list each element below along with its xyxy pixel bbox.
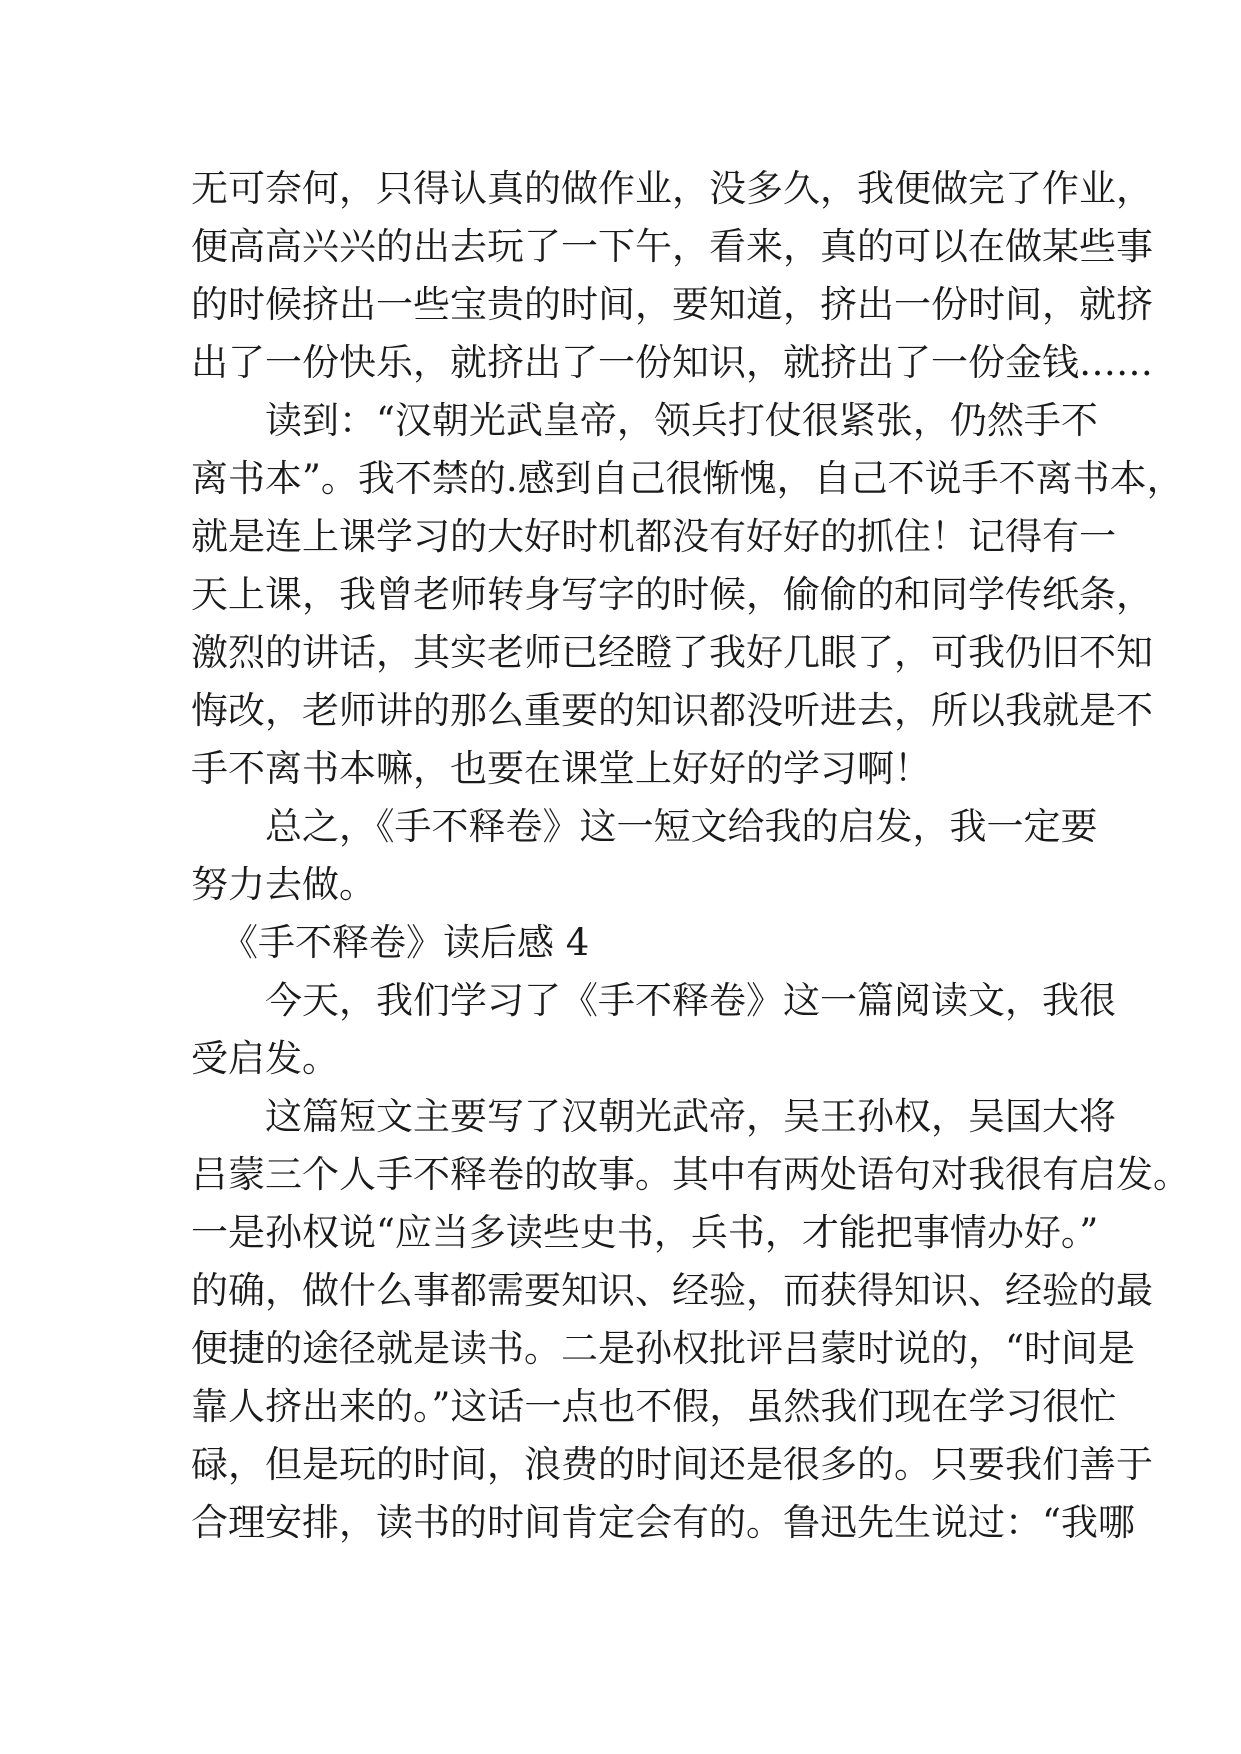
text-line: 激烈的讲话，其实老师已经瞪了我好几眼了，可我仍旧不知 [191,631,1153,674]
text-line: 今天，我们学习了《手不释卷》这一篇阅读文，我很 [265,979,1116,1022]
text-line: 出了一份快乐，就挤出了一份知识，就挤出了一份金钱…… [191,341,1153,384]
text-line: 悔改，老师讲的那么重要的知识都没听进去，所以我就是不 [191,689,1153,732]
text-line: 便捷的途径就是读书。二是孙权批评吕蒙时说的，“时间是 [191,1327,1135,1370]
text-line: 便高高兴兴的出去玩了一下午，看来，真的可以在做某些事 [191,225,1153,268]
text-line: 天上课，我曾老师转身写字的时候，偷偷的和同学传纸条， [191,573,1153,616]
text-line: 一是孙权说“应当多读些史书，兵书，才能把事情办好。” [191,1211,1099,1254]
text-line: 无可奈何，只得认真的做作业，没多久，我便做完了作业， [191,167,1153,210]
text-line: 读到：“汉朝光武皇帝，领兵打仗很紧张，仍然手不 [265,399,1098,442]
text-line: 受启发。 [191,1037,339,1080]
text-line: 靠人挤出来的。”这话一点也不假，虽然我们现在学习很忙 [191,1385,1117,1428]
text-line: 的时候挤出一些宝贵的时间，要知道，挤出一份时间，就挤 [191,283,1153,326]
text-line: 离书本”。我不禁的.感到自己很惭愧，自己不说手不离书本， [191,457,1184,500]
text-line: 这篇短文主要写了汉朝光武帝，吴王孙权，吴国大将 [265,1095,1116,1138]
text-line: 就是连上课学习的大好时机都没有好好的抓住！记得有一 [191,515,1116,558]
text-line: 总之，《手不释卷》这一短文给我的启发，我一定要 [265,805,1098,848]
text-line: 碌，但是玩的时间，浪费的时间还是很多的。只要我们善于 [191,1443,1153,1486]
text-line: 合理安排，读书的时间肯定会有的。鲁迅先生说过：“我哪 [191,1501,1135,1544]
section-heading: 《手不释卷》读后感 4 [221,921,590,964]
text-line: 手不离书本嘛，也要在课堂上好好的学习啊！ [191,747,931,790]
text-line: 的确，做什么事都需要知识、经验，而获得知识、经验的最 [191,1269,1153,1312]
text-line: 吕蒙三个人手不释卷的故事。其中有两处语句对我很有启发。 [191,1153,1190,1196]
text-line: 努力去做。 [191,863,376,906]
document-body [191,160,1190,1552]
